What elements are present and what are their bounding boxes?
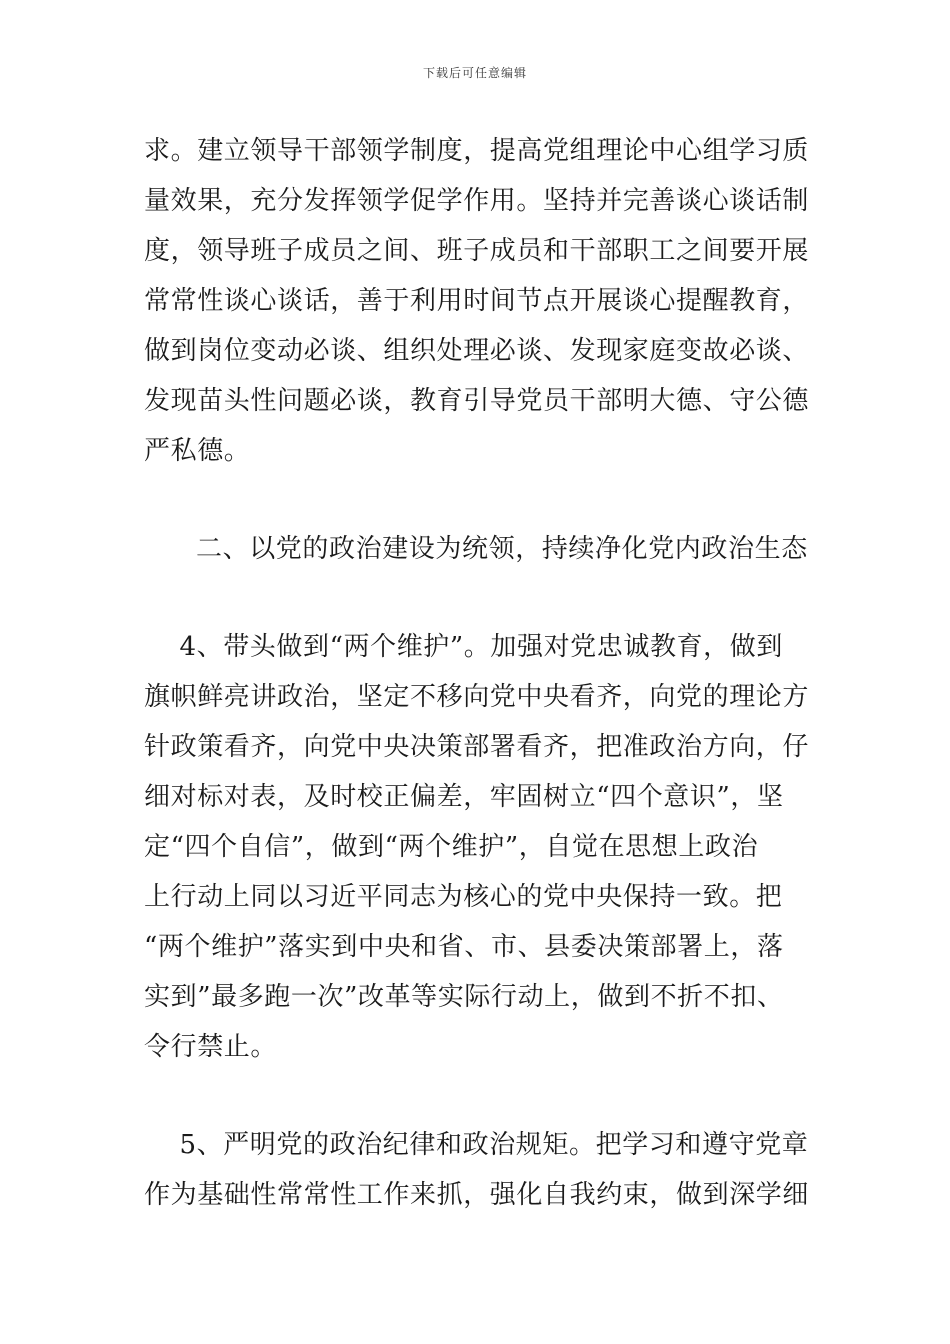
paragraph-line: 细对标对表，及时校正偏差，牢固树立“四个意识”，坚 (144, 782, 784, 812)
paragraph-line: 常常性谈心谈话，善于利用时间节点开展谈心提醒教育， (144, 286, 810, 316)
section-heading: 二、以党的政治建设为统领，持续净化党内政治生态 (196, 534, 808, 564)
paragraph-line: “两个维护”落实到中央和省、市、县委决策部署上，落 (144, 932, 784, 962)
paragraph-line: 发现苗头性问题必谈，教育引导党员干部明大德、守公德 (144, 386, 810, 416)
paragraph-spacer (144, 574, 808, 622)
paragraph-line: 严私德。 (144, 436, 251, 466)
paragraph-spacer (144, 476, 808, 524)
paragraph-line: 定“四个自信”，做到“两个维护”，自觉在思想上政治 (144, 832, 759, 862)
paragraph-line: 度，领导班子成员之间、班子成员和干部职工之间要开展 (144, 236, 810, 266)
paragraph-line: 针政策看齐，向党中央决策部署看齐，把准政治方向，仔 (144, 732, 810, 762)
paragraph-1 (144, 126, 808, 476)
document-body (144, 126, 808, 1220)
paragraph-line: 求。建立领导干部领学制度，提高党组理论中心组学习质 (144, 136, 810, 166)
paragraph-line: 作为基础性常常性工作来抓，强化自我约束，做到深学细 (144, 1180, 810, 1210)
paragraph-spacer (144, 1072, 808, 1120)
paragraph-line: 4、带头做到“两个维护”。加强对党忠诚教育，做到 (144, 632, 783, 662)
paragraph-line: 令行禁止。 (144, 1032, 278, 1062)
paragraph-line: 实到”最多跑一次”改革等实际行动上，做到不折不扣、 (144, 982, 784, 1012)
paragraph-line: 旗帜鲜亮讲政治，坚定不移向党中央看齐，向党的理论方 (144, 682, 810, 712)
paragraph-line: 上行动上同以习近平同志为核心的党中央保持一致。把 (144, 882, 783, 912)
paragraph-3 (144, 1120, 808, 1220)
paragraph-line: 5、严明党的政治纪律和政治规矩。把学习和遵守党章 (144, 1130, 809, 1160)
paragraph-line: 量效果，充分发挥领学促学作用。坚持并完善谈心谈话制 (144, 186, 810, 216)
paragraph-2 (144, 622, 808, 1072)
paragraph-line: 做到岗位变动必谈、组织处理必谈、发现家庭变故必谈、 (144, 336, 810, 366)
page-header: 下载后可任意编辑 (422, 66, 527, 80)
